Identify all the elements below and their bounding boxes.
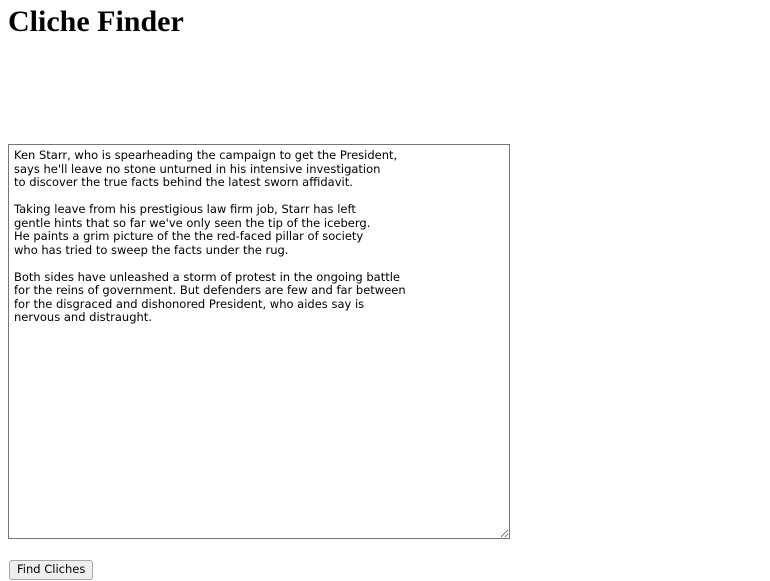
cliche-text-input[interactable]: [8, 144, 510, 539]
find-cliches-button[interactable]: Find Cliches: [9, 560, 93, 580]
page-title: Cliche Finder: [8, 5, 184, 38]
